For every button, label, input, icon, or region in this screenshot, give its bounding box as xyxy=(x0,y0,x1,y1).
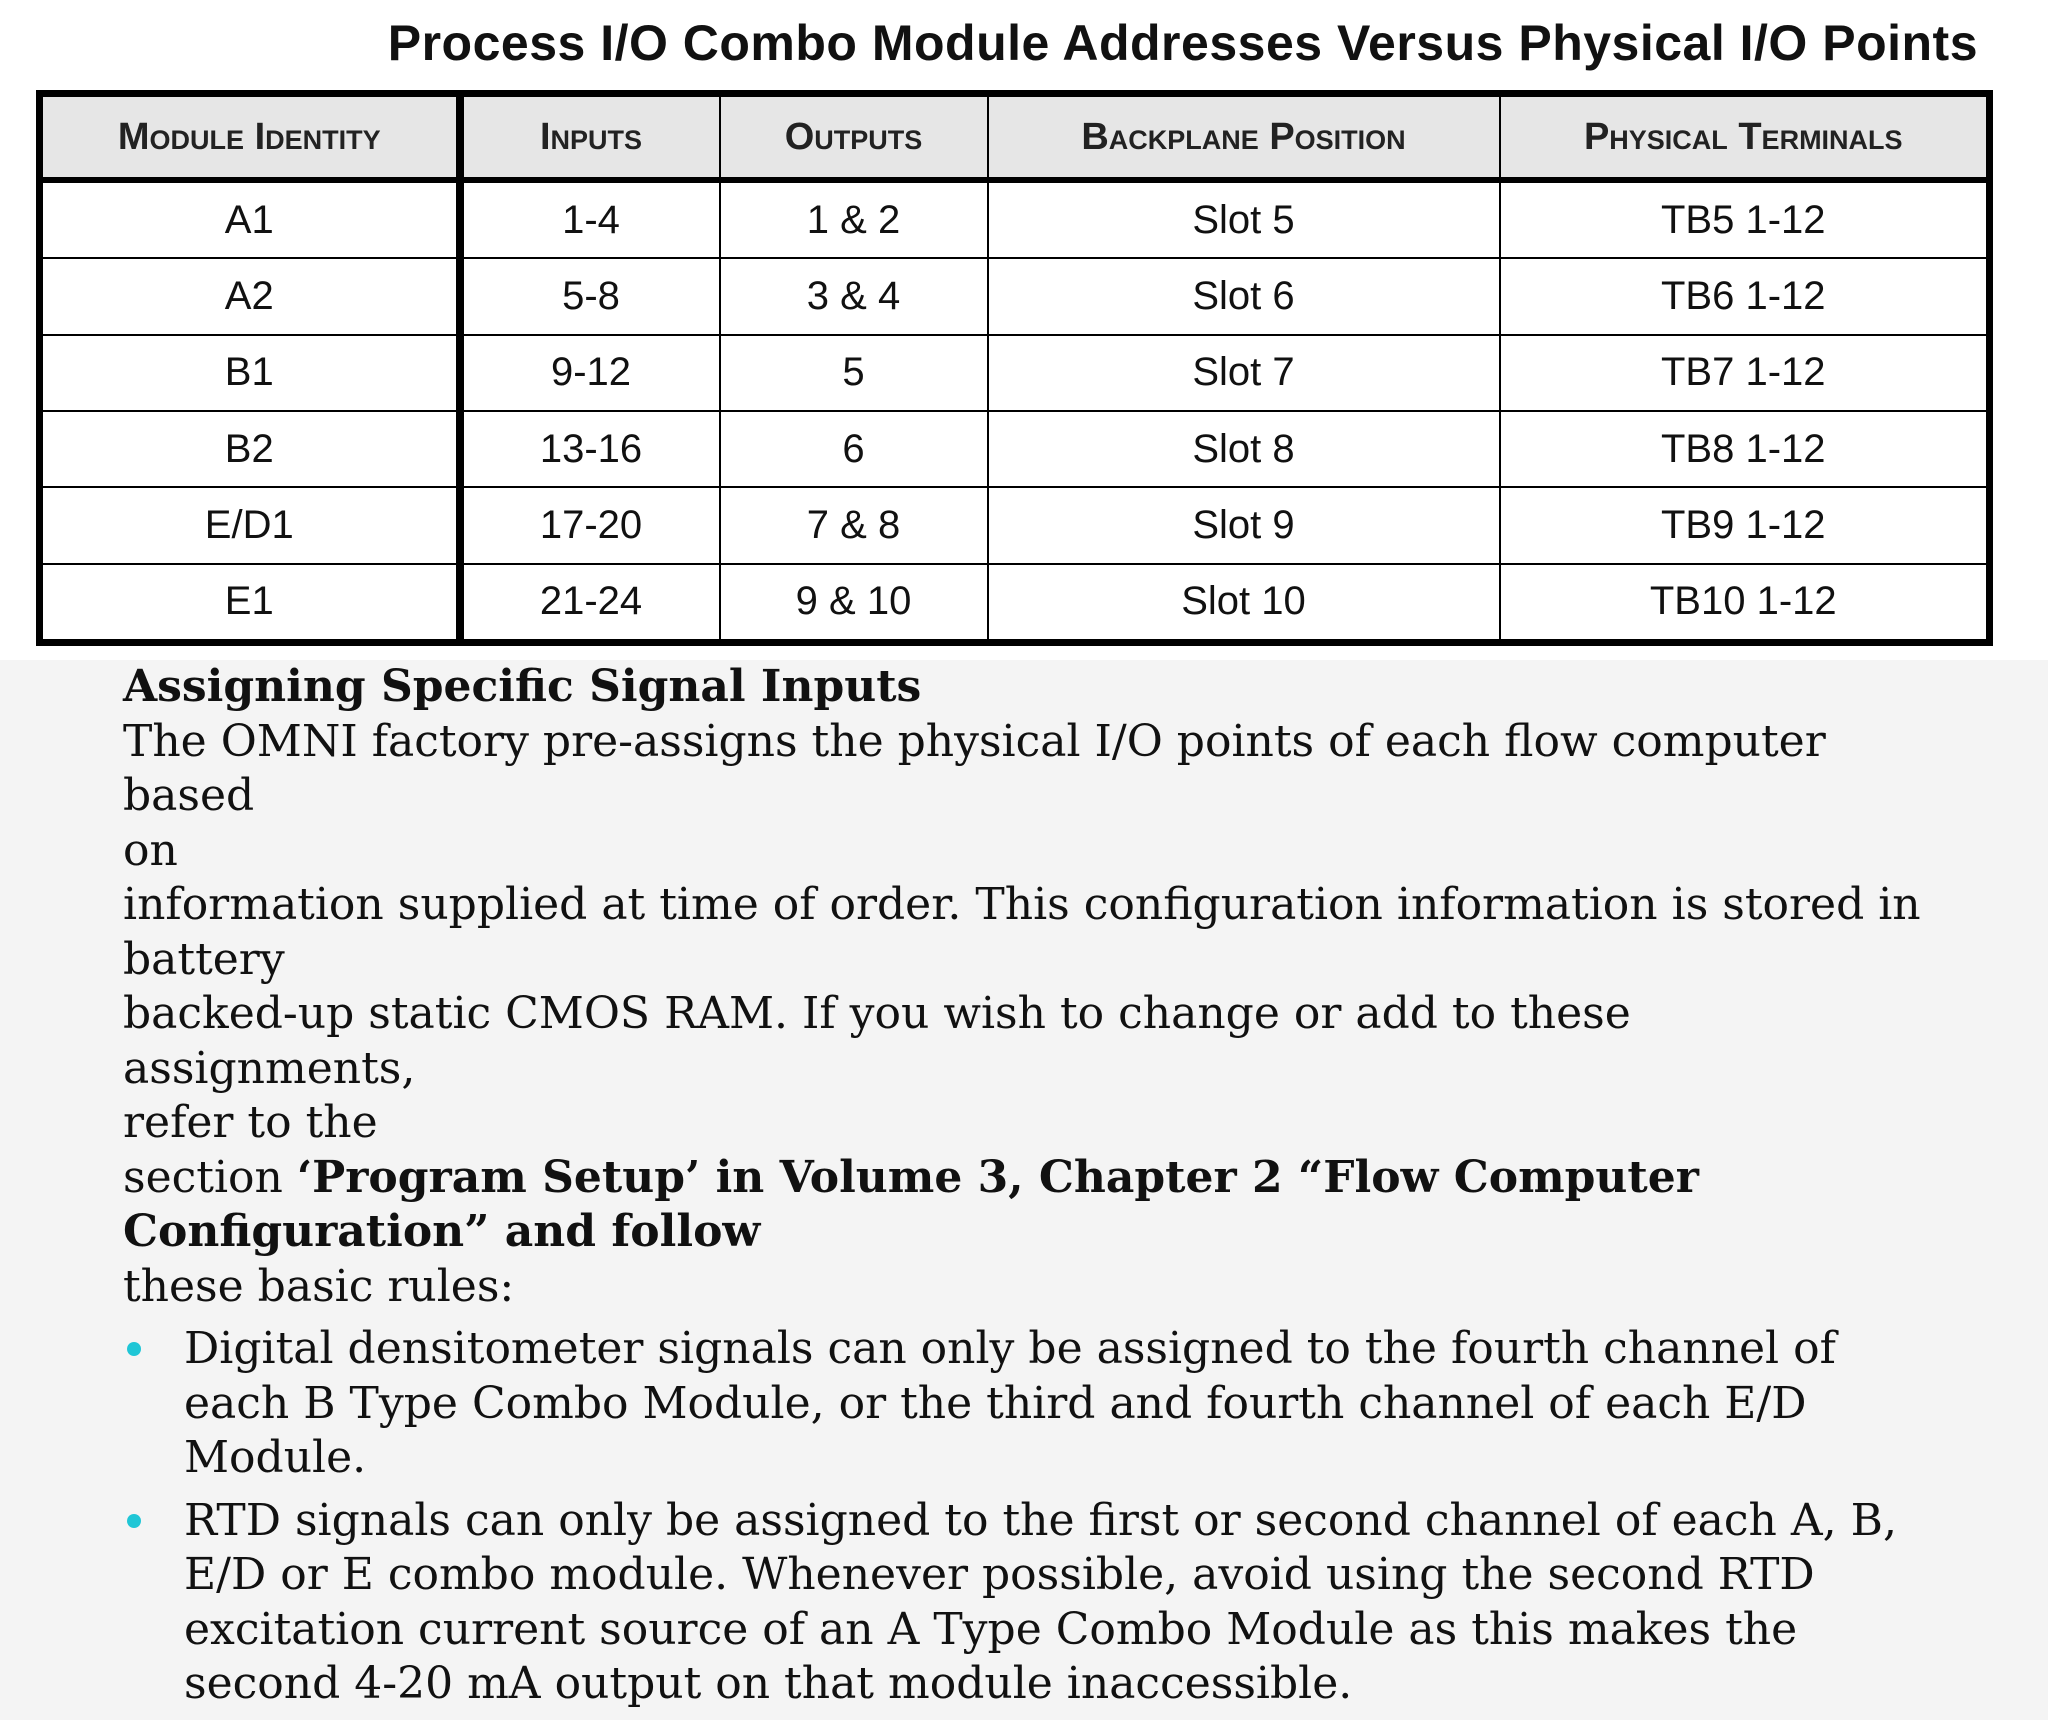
table-area xyxy=(0,0,2048,660)
cell-backplane-position: Slot 9 xyxy=(988,487,1500,563)
cell-outputs: 5 xyxy=(720,335,988,411)
cell-module-identity: A2 xyxy=(40,258,460,334)
paragraph-line: refer to the xyxy=(123,1097,378,1148)
cell-physical-terminals: TB6 1-12 xyxy=(1500,258,1990,334)
list-item xyxy=(123,1322,1923,1486)
cell-module-identity: B2 xyxy=(40,411,460,487)
list-item xyxy=(123,1494,1923,1712)
bullet-dot-icon xyxy=(127,1514,141,1528)
table-row xyxy=(40,487,1990,563)
cell-physical-terminals: TB9 1-12 xyxy=(1500,487,1990,563)
header-backplane-position: Backplane Position xyxy=(988,94,1500,181)
cell-backplane-position: Slot 5 xyxy=(988,180,1500,258)
cell-physical-terminals: TB10 1-12 xyxy=(1500,564,1990,643)
section-reference: ‘Program Setup’ in Volume 3, Chapter 2 “Flow Computer xyxy=(296,1151,1699,1203)
cell-physical-terminals: TB5 1-12 xyxy=(1500,180,1990,258)
io-address-table xyxy=(36,90,1993,646)
cell-outputs: 7 & 8 xyxy=(720,487,988,563)
cell-backplane-position: Slot 10 xyxy=(988,564,1500,643)
paragraph-line: these basic rules: xyxy=(123,1260,515,1312)
cell-inputs: 17-20 xyxy=(460,487,720,563)
cell-backplane-position: Slot 7 xyxy=(988,335,1500,411)
cell-outputs: 3 & 4 xyxy=(720,258,988,334)
cell-physical-terminals: TB8 1-12 xyxy=(1500,411,1990,487)
cell-outputs: 6 xyxy=(720,411,988,487)
rule-text: Digital densitometer signals can only be assigned to the fourth channel of each B Type Combo Module, or the third and fourth channel of each E/D Module. xyxy=(184,1323,1836,1483)
table-row xyxy=(40,258,1990,334)
rule-text: RTD signals can only be assigned to the first or second channel of each A, B, E/D or E combo module. Whenever possible, avoid using the second RTD excitation current source of an A Type Combo Module as this makes the second 4-20 mA output on that module inaccessible. xyxy=(184,1494,1897,1709)
cell-inputs: 21-24 xyxy=(460,564,720,643)
paragraph-line: backed-up static CMOS RAM. If you wish to change or add to these assignments, xyxy=(123,988,1631,1094)
header-outputs: Outputs xyxy=(720,94,988,181)
cell-inputs: 5-8 xyxy=(460,258,720,334)
table-row xyxy=(40,180,1990,258)
cell-outputs: 9 & 10 xyxy=(720,564,988,643)
cell-inputs: 1-4 xyxy=(460,180,720,258)
section-reference-continued: Configuration” and follow xyxy=(123,1206,761,1257)
cell-module-identity: A1 xyxy=(40,180,460,258)
header-inputs: Inputs xyxy=(460,94,720,181)
header-physical-terminals: Physical Terminals xyxy=(1500,94,1990,181)
cell-module-identity: B1 xyxy=(40,335,460,411)
cell-physical-terminals: TB7 1-12 xyxy=(1500,335,1990,411)
cell-backplane-position: Slot 8 xyxy=(988,411,1500,487)
bullet-dot-icon xyxy=(127,1342,141,1356)
cell-module-identity: E1 xyxy=(40,564,460,643)
table-title: Process I/O Combo Module Addresses Versus Physical I/O Points xyxy=(387,15,1978,71)
cell-inputs: 9-12 xyxy=(460,335,720,411)
paragraph-line: on xyxy=(123,824,178,876)
paragraph-line: The OMNI factory pre-assigns the physical I/O points of each flow computer based xyxy=(123,715,1826,821)
table-row xyxy=(40,411,1990,487)
section-heading: Assigning Specific Signal Inputs xyxy=(123,661,922,712)
paragraph-line: information supplied at time of order. This configuration information is stored in xyxy=(123,879,1921,930)
paragraph-line: battery xyxy=(123,933,285,985)
table-row xyxy=(40,335,1990,411)
section-paragraph xyxy=(123,715,1923,1315)
table-row xyxy=(40,564,1990,643)
section-prefix: section xyxy=(123,1151,297,1203)
cell-inputs: 13-16 xyxy=(460,411,720,487)
paragraph-line xyxy=(123,1151,1923,1206)
cell-module-identity: E/D1 xyxy=(40,487,460,563)
table-header-row xyxy=(40,94,1990,181)
section-text xyxy=(123,660,1923,1720)
header-module-identity: Module Identity xyxy=(40,94,460,181)
cell-outputs: 1 & 2 xyxy=(720,180,988,258)
rules-list xyxy=(123,1322,1923,1712)
cell-backplane-position: Slot 6 xyxy=(988,258,1500,334)
